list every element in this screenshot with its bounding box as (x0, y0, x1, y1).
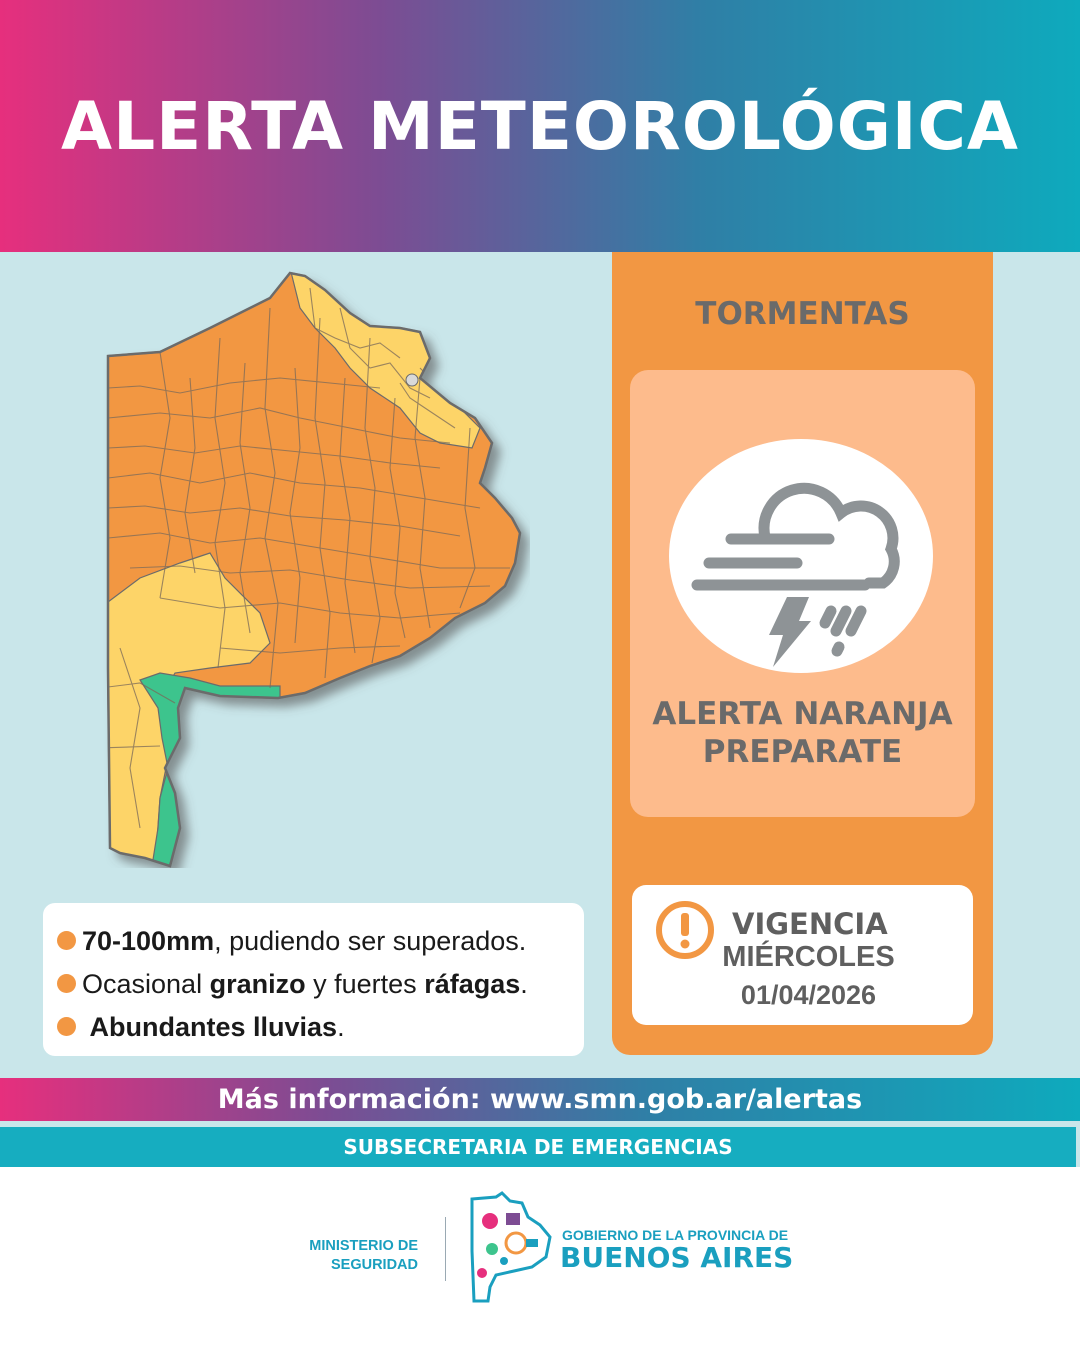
validity-box (632, 885, 973, 1025)
bullet-icon (57, 931, 76, 950)
storm-cloud-icon (669, 439, 933, 673)
ministry-line-2: SEGURIDAD (330, 1257, 418, 1273)
footer-divider (445, 1217, 446, 1281)
page-title: ALERTA METEOROLÓGICA (61, 87, 1019, 165)
bullet-icon (57, 974, 76, 993)
alert-panel (612, 252, 993, 1055)
ministry-label (270, 1237, 418, 1275)
detail-text: . (520, 968, 528, 999)
alert-level-box (630, 370, 975, 817)
detail-gusts: ráfagas (424, 968, 521, 999)
detail-rainfall-amount: 70-100mm (82, 925, 215, 956)
detail-hail: granizo (209, 968, 306, 999)
ministry-line-1: MINISTERIO DE (309, 1238, 418, 1254)
map-capital-marker (406, 374, 418, 386)
header-banner (0, 0, 1080, 252)
province-logo-icon (466, 1191, 554, 1303)
alert-details-box (43, 903, 584, 1056)
detail-text: Ocasional (82, 968, 203, 999)
detail-item-rainfall (57, 919, 584, 962)
bullet-icon (57, 1017, 76, 1036)
detail-item-hail-wind (57, 962, 584, 1005)
province-name: BUENOS AIRES (560, 1241, 794, 1274)
government-label: GOBIERNO DE LA PROVINCIA DE (562, 1227, 789, 1243)
province-alert-map (100, 268, 530, 868)
lightning-bolt-icon (769, 597, 811, 667)
validity-title: VIGENCIA (732, 907, 888, 941)
organization-bar: SUBSECRETARIA DE EMERGENCIAS (0, 1127, 1076, 1167)
more-info-link[interactable]: Más información: www.smn.gob.ar/alertas (0, 1078, 1080, 1121)
alert-level-action: PREPARATE (702, 734, 903, 770)
validity-date: 01/04/2026 (740, 980, 877, 1010)
hazard-title: TORMENTAS (695, 296, 910, 332)
detail-text: y fuertes (313, 968, 417, 999)
alert-level-text (630, 695, 975, 771)
detail-rainfall-note: , pudiendo ser superados. (214, 925, 527, 956)
detail-text: . (337, 1011, 345, 1042)
validity-day: MIÉRCOLES (722, 941, 895, 973)
detail-heavy-rain: Abundantes lluvias (89, 1011, 338, 1042)
alert-level-name: ALERTA NARANJA (652, 696, 953, 732)
detail-item-heavy-rain (57, 1005, 584, 1048)
storm-icon-circle (669, 439, 933, 673)
footer (0, 1167, 1080, 1350)
